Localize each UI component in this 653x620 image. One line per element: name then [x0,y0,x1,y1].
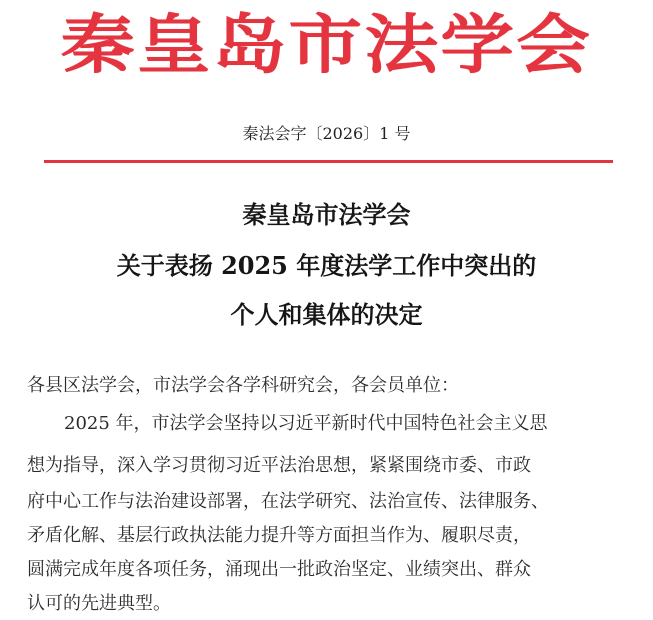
masthead-title: 秦皇岛市法学会 [60,8,593,83]
body-line: 矛盾化解、基层行政执法能力提升等方面担当作为、履职尽责， [27,525,531,546]
body-line: 府中心工作与法治建设部署，在法学研究、法治宣传、法律服务、 [27,491,549,512]
document-title-line-1: 秦皇岛市法学会 [242,200,411,229]
salutation: 各县区法学会，市法学会各学科研究会，各会员单位： [27,375,459,396]
body-line: 圆满完成年度各项任务，涌现出一批政治坚定、业绩突出、群众 [27,559,531,580]
red-divider-line [44,160,613,163]
body-line: 2025 年，市法学会坚持以习近平新时代中国特色社会主义思 [64,413,548,434]
document-title-line-2: 关于表扬 2025 年度法学工作中突出的 [116,251,537,280]
document-number: 秦法会字〔2026〕1 号 [242,124,411,143]
document-title-line-3: 个人和集体的决定 [230,300,423,329]
body-line: 认可的先进典型。 [27,593,171,614]
body-line: 想为指导，深入学习贯彻习近平法治思想，紧紧围绕市委、市政 [27,455,531,476]
